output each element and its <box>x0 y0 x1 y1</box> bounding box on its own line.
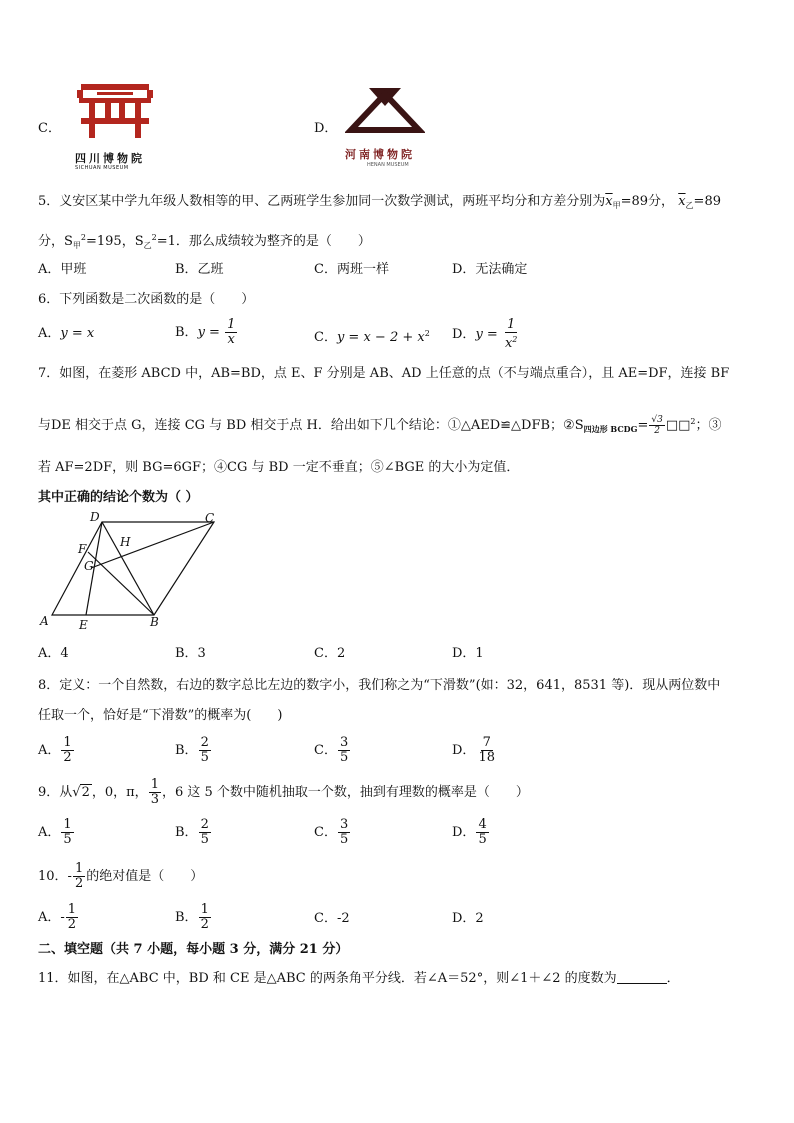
q10-option-d: D．2 <box>452 911 484 926</box>
q5-option-d: D．无法确定 <box>452 262 528 277</box>
q6-stem: 6．下列函数是二次函数的是（ ） <box>38 292 255 307</box>
option-d-label: D． <box>314 121 338 136</box>
q6-option-b: B．y = $\frac{1}{x}$ <box>175 317 236 347</box>
q10-stem: 10．- $\frac{1}{2}$ 的绝对值是（ ） <box>38 861 204 891</box>
q6-option-a: A．y = x <box>38 326 95 341</box>
q11-stem: 11．如图，在△ABC 中，BD 和 CE 是△ABC 的两条角平分线．若∠A＝52°，则∠1＋∠2 的度数为 ． <box>38 971 680 986</box>
q7-line3: 若 AF=2DF，则 BG=6GF；④CG 与 BD 一定不垂直；⑤∠BGE 的大小为定值． <box>38 460 520 475</box>
sichuan-museum-logo <box>75 82 155 170</box>
q7-option-a: A．4 <box>38 646 69 661</box>
q10-option-c: C．-2 <box>314 911 350 926</box>
section-fill-in-title: 二、填空题（共 7 小题，每小题 3 分，满分 21 分） <box>38 942 349 957</box>
q8-option-b: B． $\frac{2}{5}$ <box>175 735 209 765</box>
label-a: A <box>40 614 49 628</box>
henan-logo-cn: 河南博物院 <box>345 148 415 161</box>
q7-line1: 7．如图，在菱形 ABCD 中，AB=BD，点 E、F 分别是 AB、AD 上任意的点（不与端点重合），且 AE=DF，连接 BF <box>38 366 730 381</box>
q9-option-d: D． $\frac{4}{5}$ <box>452 817 487 847</box>
q7-option-b: B．3 <box>175 646 206 661</box>
q7-option-d: D．1 <box>452 646 484 661</box>
q9-stem: 9．从√2 ，0，π， $\frac{1}{3}$ ，6 这 5 个数中随机抽取一个数，抽到有理数的概率是（ ） <box>38 777 529 807</box>
q5-option-b: B．乙班 <box>175 262 224 277</box>
q9-option-a: A． $\frac{1}{5}$ <box>38 817 72 847</box>
label-e: E <box>79 618 88 632</box>
q6-option-d: D．y = $\frac{1}{x^2}$ <box>452 317 518 351</box>
q5-line1: 5．义安区某中学九年级人数相等的甲、乙两班学生参加同一次数学测试，两班平均分和方差分别为$\overline{x}_甲=89$分， $\overline{x}_乙=89$ <box>38 194 721 210</box>
label-g: G <box>84 559 94 573</box>
q9-option-b: B． $\frac{2}{5}$ <box>175 817 209 847</box>
label-c: C <box>205 511 215 525</box>
q7-line2: 与DE 相交于点 G，连接 CG 与 BD 相交于点 H．给出如下几个结论：①△AED≌△DFB；$②S_{四边形 BCDG}=$ $\frac{√3}{2}$ □□$^2$；③ <box>38 415 722 436</box>
segment-cg <box>91 522 214 568</box>
label-h: H <box>120 535 131 549</box>
henan-logo-en: HENAN MUSEUM <box>367 162 409 168</box>
rhombus-outline <box>52 522 214 615</box>
answer-blank[interactable] <box>617 970 667 984</box>
option-c-label: C． <box>38 121 61 136</box>
q8-line2: 任取一个，恰好是“下滑数”的概率为( ) <box>38 708 283 723</box>
q6-option-c: C．$y = x - 2 + x^2$ <box>314 329 430 345</box>
henan-museum-logo <box>345 86 431 172</box>
q5-option-a: A．甲班 <box>38 262 87 277</box>
q8-line1: 8．定义：一个自然数，右边的数字总比左边的数字小，我们称之为“下滑数”(如：32，641，8531 等)．现从两位数中 <box>38 678 721 693</box>
q5-option-c: C．两班一样 <box>314 262 389 277</box>
segment-bf <box>88 552 154 615</box>
label-f: F <box>78 542 87 556</box>
q9-option-c: C． $\frac{3}{5}$ <box>314 817 349 847</box>
q7-option-c: C．2 <box>314 646 346 661</box>
q10-option-a: A．- $\frac{1}{2}$ <box>38 902 77 932</box>
q8-option-d: D． $\frac{7}{18}$ <box>452 735 495 765</box>
q10-option-b: B． $\frac{1}{2}$ <box>175 902 209 932</box>
q8-option-c: C． $\frac{3}{5}$ <box>314 735 349 765</box>
rhombus-figure <box>38 508 228 636</box>
q5-line2: 分，$S_甲^2=195$，$S_乙^2=1$．那么成绩较为整齐的是（ ） <box>38 233 371 250</box>
q7-line4: 其中正确的结论个数为（ ） <box>38 490 199 505</box>
sichuan-logo-icon <box>75 82 155 140</box>
label-b: B <box>150 615 159 629</box>
q8-option-a: A． $\frac{1}{2}$ <box>38 735 72 765</box>
sichuan-logo-cn: 四川博物院 <box>75 152 145 165</box>
sichuan-logo-en: SICHUAN MUSEUM <box>75 165 129 171</box>
henan-logo-icon <box>345 86 425 134</box>
sqrt-symbol: √ <box>72 785 81 800</box>
label-d: D <box>90 510 100 524</box>
